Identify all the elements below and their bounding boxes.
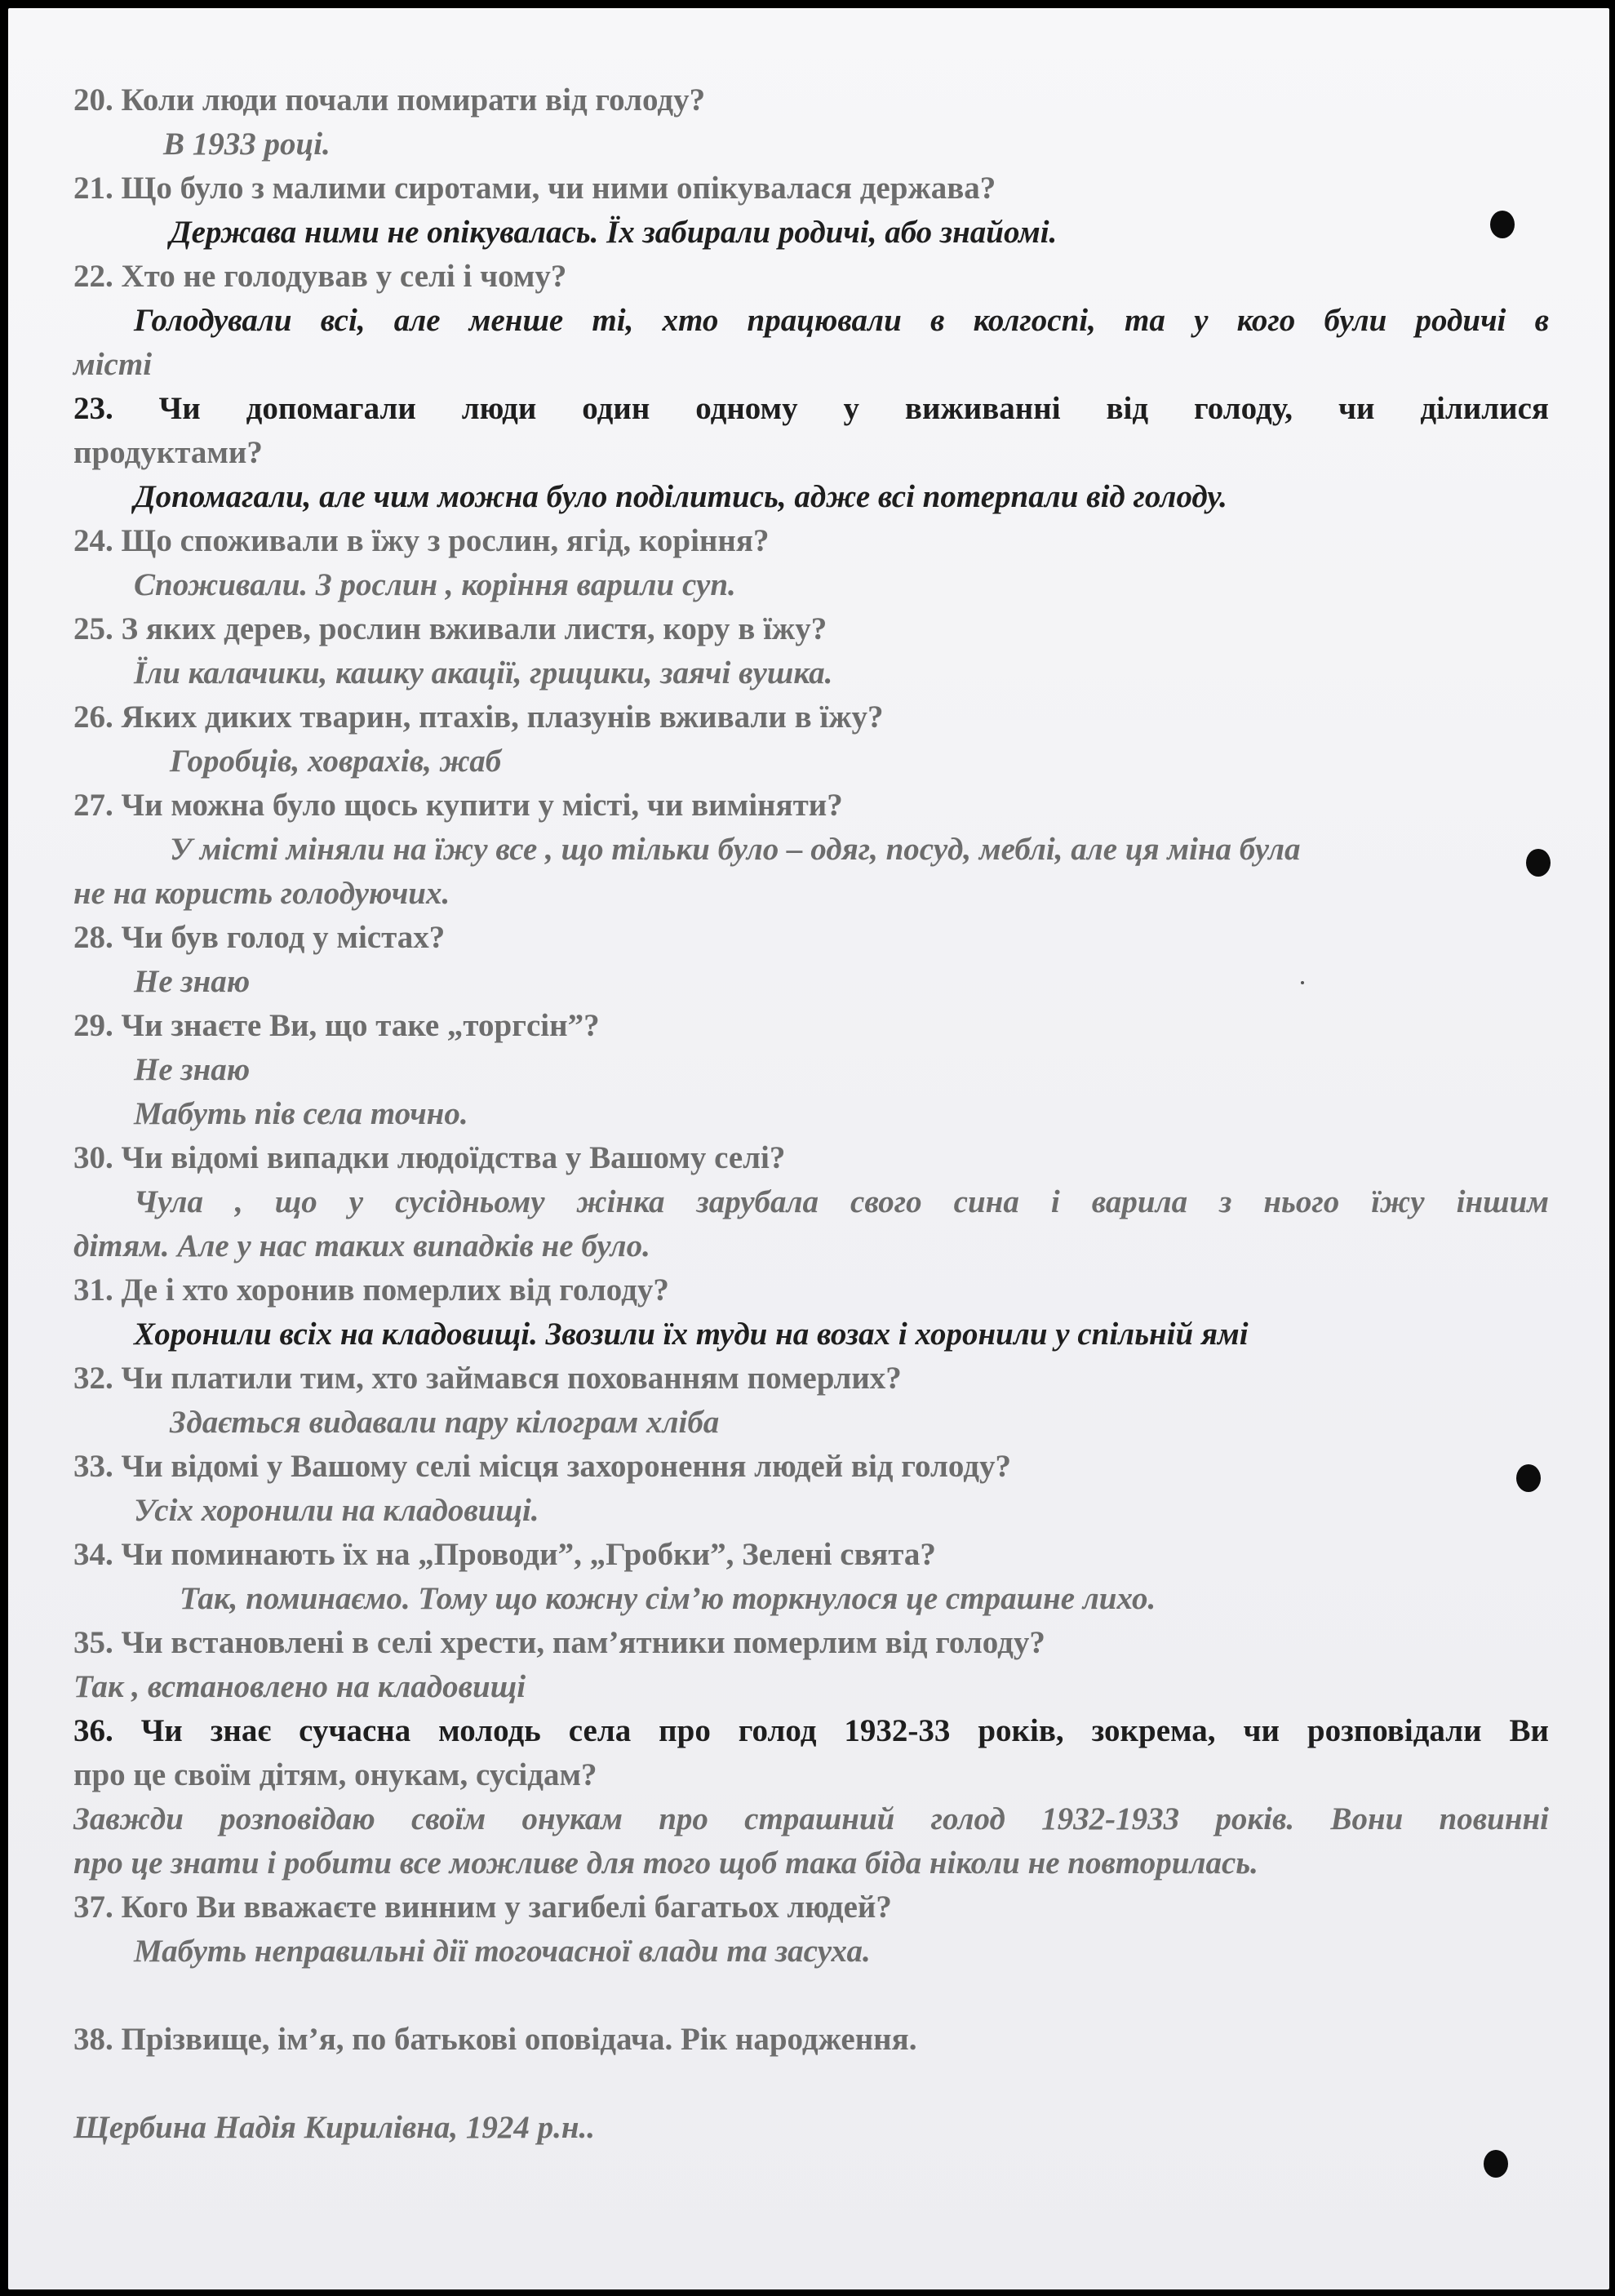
answer-32: Здається видавали пару кілограм хліба [170, 1405, 720, 1440]
answer-21: Держава ними не опікувалась. Їх забирали родичі, або знайомі. [170, 215, 1058, 250]
question-21: 21. Що було з малими сиротами, чи ними опікувалася держава? [73, 171, 996, 206]
punch-hole-lower-middle [1516, 1464, 1541, 1492]
question-24: 24. Що споживали в їжу з рослин, ягід, коріння? [73, 523, 770, 558]
document-page [8, 8, 1609, 2289]
answer-25: Їли калачики, кашку акації, грицики, заячі вушка. [134, 655, 833, 691]
answer-29-line-2: Мабуть пів села точно. [134, 1096, 468, 1131]
answer-33: Усіх хоронили на кладовищі. [134, 1493, 539, 1528]
question-37: 37. Кого Ви вважаєте винним у загибелі багатьох людей? [73, 1890, 892, 1925]
answer-28: Не знаю [134, 964, 251, 999]
answer-22-line-1: Голодували всі, але менше ті, хто працювали в колгоспі, та у кого були родичі в [134, 303, 1549, 338]
question-35: 35. Чи встановлені в селі хрести, пам’ятники померлим від голоду? [73, 1625, 1045, 1660]
answer-29-line-1: Не знаю [134, 1052, 251, 1087]
punch-hole-upper-middle [1526, 849, 1551, 877]
question-30: 30. Чи відомі випадки людоїдства у Вашому селі? [73, 1140, 786, 1175]
question-34: 34. Чи поминають їх на „Проводи”, „Гробки”, Зелені свята? [73, 1537, 936, 1572]
answer-36-line-1: Завжди розповідаю своїм онукам про страшний голод 1932-1933 років. Вони повинні [73, 1801, 1549, 1836]
question-23-line-2: продуктами? [73, 435, 263, 470]
answer-27-line-2: не на користь голодуючих. [73, 876, 450, 911]
answer-30-line-1: Чула , що у сусідньому жінка зарубала свого сина і варила з нього їжу іншим [134, 1184, 1549, 1219]
question-36-line-2: про це своїм дітям, онукам, сусідам? [73, 1757, 597, 1792]
answer-26: Горобців, ховрахів, жаб [170, 744, 502, 779]
question-33: 33. Чи відомі у Вашому селі місця захоронення людей від голоду? [73, 1449, 1011, 1484]
answer-24: Споживали. З рослин , коріння варили суп. [134, 567, 736, 602]
question-28: 28. Чи був голод у містах? [73, 920, 446, 955]
question-26: 26. Яких диких тварин, птахів, плазунів вживали в їжу? [73, 699, 884, 735]
question-38: 38. Прізвище, ім’я, по батькові оповідача. Рік народження. [73, 2022, 917, 2057]
punch-hole-bottom [1484, 2150, 1508, 2178]
answer-27-line-1: У місті міняли на їжу все , що тільки було – одяг, посуд, меблі, але ця міна була [170, 832, 1301, 867]
question-20: 20. Коли люди почали помирати від голоду? [73, 82, 706, 118]
answer-20: В 1933 році. [163, 127, 331, 162]
answer-35: Так , встановлено на кладовищі [73, 1669, 526, 1704]
answer-34: Так, поминаємо. Тому що кожну сім’ю торкнулося це страшне лихо. [180, 1581, 1156, 1616]
answer-31: Хоронили всіх на кладовищі. Звозили їх туди на возах і хоронили у спільній ямі [134, 1317, 1249, 1352]
question-31: 31. Де і хто хоронив померлих від голоду? [73, 1272, 669, 1308]
question-25: 25. З яких дерев, рослин вживали листя, кору в їжу? [73, 611, 827, 646]
answer-36-line-2: про це знати і робити все можливе для того щоб така біда ніколи не повторилась. [73, 1845, 1258, 1881]
question-32: 32. Чи платили тим, хто займався похованням померлих? [73, 1361, 902, 1396]
answer-30-line-2: дітям. Але у нас таких випадків не було. [73, 1228, 650, 1263]
answer-22-line-2: місті [73, 347, 153, 382]
question-36-line-1: 36. Чи знає сучасна молодь села про голод 1932-33 років, зокрема, чи розповідали Ви [73, 1713, 1549, 1748]
question-23-line-1: 23. Чи допомагали люди один одному у виживанні від голоду, чи ділилися [73, 391, 1549, 426]
question-29: 29. Чи знаєте Ви, що таке „торгсін”? [73, 1008, 600, 1043]
punch-hole-top [1490, 211, 1515, 238]
question-22: 22. Хто не голодував у селі і чому? [73, 259, 567, 294]
paper-speck [1301, 981, 1304, 984]
answer-37: Мабуть неправильні дії тогочасної влади та засуха. [134, 1934, 871, 1969]
answer-23: Допомагали, але чим можна було поділитись, адже всі потерпали від голоду. [134, 479, 1227, 514]
question-27: 27. Чи можна було щось купити у місті, чи виміняти? [73, 788, 843, 823]
narrator-signature: Щербина Надія Кирилівна, 1924 р.н.. [73, 2110, 596, 2145]
